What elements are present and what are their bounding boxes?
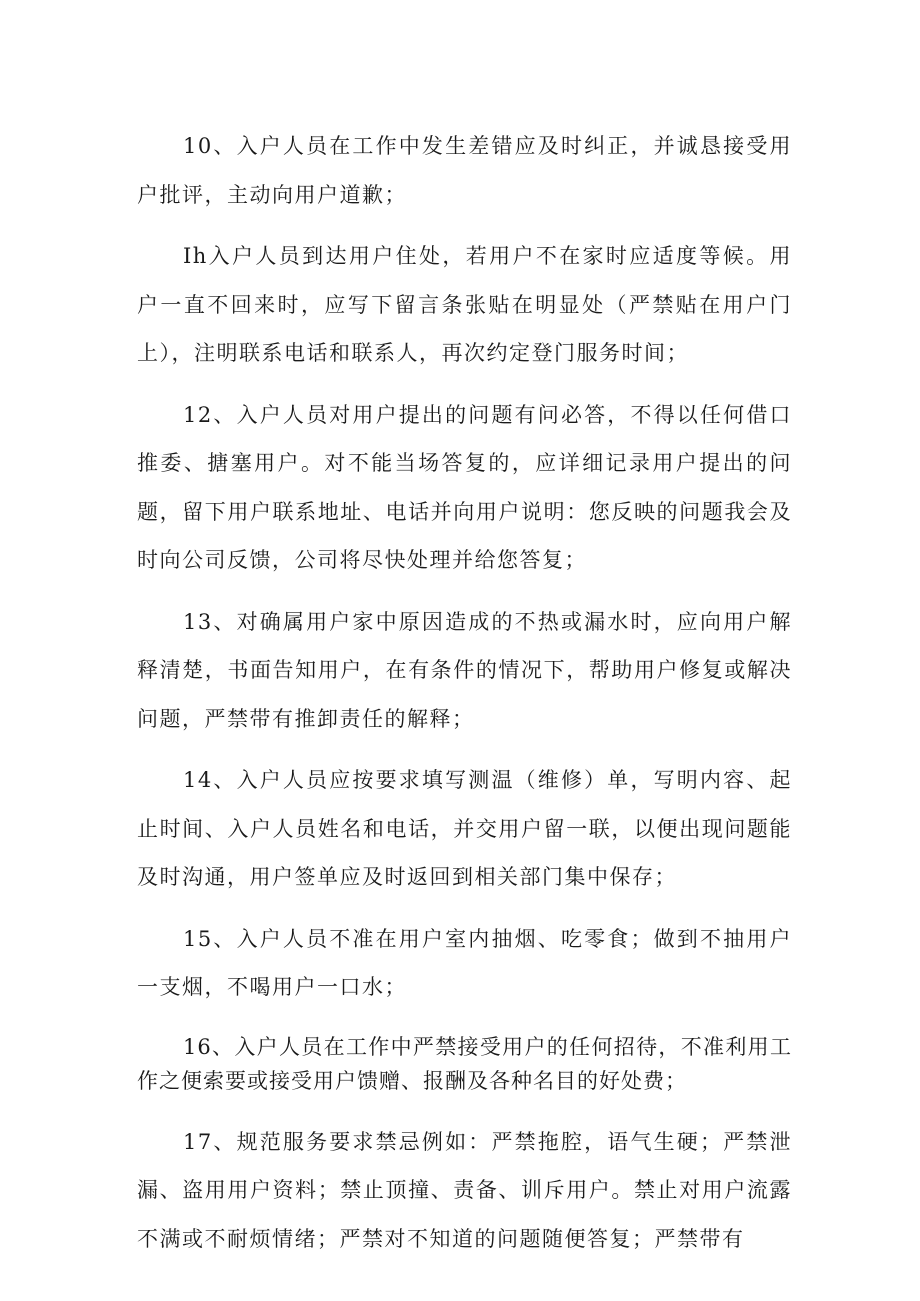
document-body: [137, 122, 792, 1276]
paragraph-item-13: 13、对确属用户家中原因造成的不热或漏水时，应向用户解释清楚，书面告知用户，在有条件的情况下，帮助用户修复或解决问题，严禁带有推卸责任的解释；: [137, 609, 792, 731]
paragraph-item-12: 12、入户人员对用户提出的问题有问必答，不得以任何借口推委、搪塞用户。对不能当场答复的，应详细记录用户提出的问题，留下用户联系地址、电话并向用户说明：您反映的问题我会及时向公司反馈，公司将尽快处理并给您答复；: [137, 402, 792, 572]
paragraph-item-15: 15、入户人员不准在用户室内抽烟、吃零食；做到不抽用户一支烟，不喝用户一口水；: [137, 926, 792, 999]
paragraph-item-14: 14、入户人员应按要求填写测温（维修）单，写明内容、起止时间、入户人员姓名和电话，并交用户留一联，以便出现问题能及时沟通，用户签单应及时返回到相关部门集中保存；: [137, 768, 792, 889]
paragraph-item-11: Ih入户人员到达用户住处，若用户不在家时应适度等候。用户一直不回来时，应写下留言条张贴在明显处（严禁贴在用户门上），注明联系电话和联系人，再次约定登门服务时间；: [137, 244, 792, 365]
paragraph-item-10: 10、入户人员在工作中发生差错应及时纠正，并诚恳接受用户批评，主动向用户道歉；: [137, 134, 792, 207]
paragraph-item-17: 17、规范服务要求禁忌例如：严禁拖腔，语气生硬；严禁泄漏、盗用用户资料；禁止顶撞、责备、训斥用户。禁止对用户流露不满或不耐烦情绪；严禁对不知道的问题随便答复；严禁带有: [137, 1129, 792, 1251]
paragraph-item-16: 16、入户人员在工作中严禁接受用户的任何招待，不准利用工作之便索要或接受用户馈赠、报酬及各种名目的好处费；: [137, 1034, 792, 1093]
